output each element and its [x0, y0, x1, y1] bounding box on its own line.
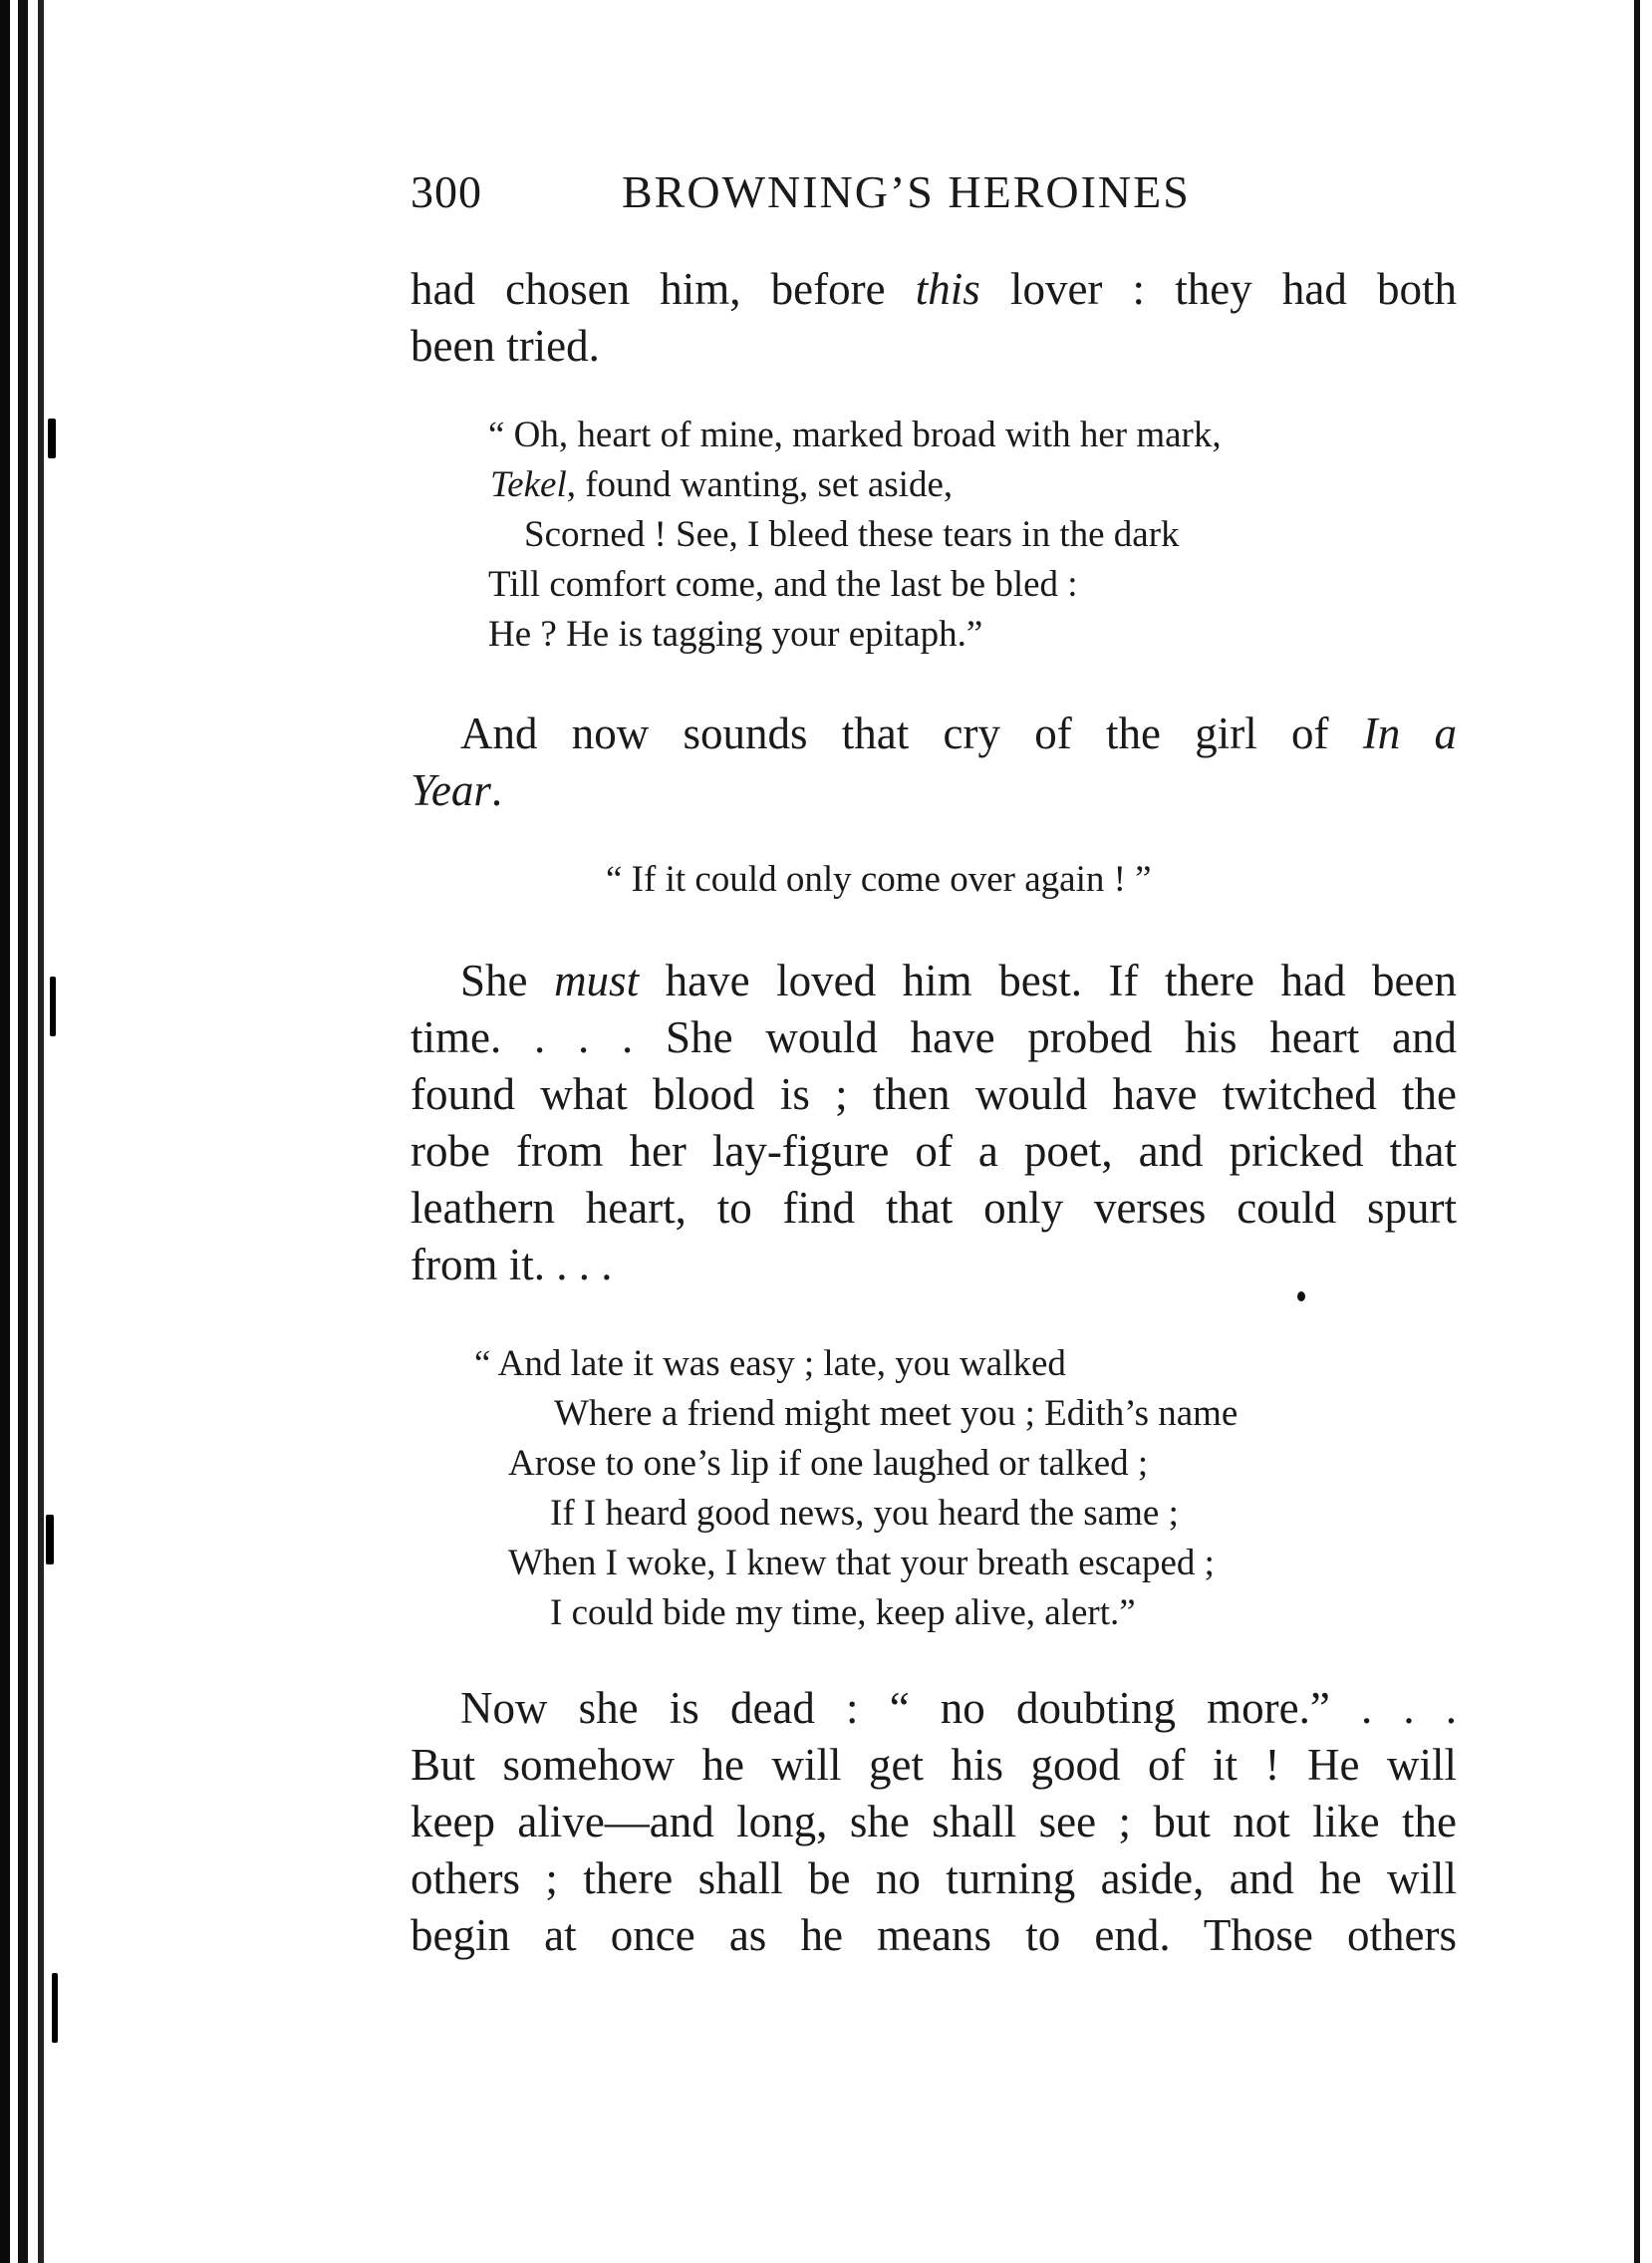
scan-speck	[50, 977, 56, 1036]
paragraph-3	[411, 953, 1457, 1293]
text-run: have loved him best. If there had been	[639, 956, 1457, 1005]
paragraph-line: leathern heart, to find that only verses could spurt	[411, 1183, 1457, 1233]
verse-line: Scorned ! See, I bleed these tears in the dark	[524, 514, 1180, 555]
italic-run: must	[554, 956, 640, 1005]
paragraph-line	[411, 261, 1457, 318]
ink-speck	[1297, 1291, 1305, 1301]
verse-line: Till comfort come, and the last be bled :	[488, 564, 1078, 605]
paragraph-line: robe from her lay-figure of a poet, and pricked that	[411, 1126, 1457, 1176]
text-run: .	[490, 765, 503, 815]
text-run: lover : they had both	[979, 264, 1457, 314]
italic-run: Year	[411, 765, 491, 815]
verse-line: “ If it could only come over again ! ”	[606, 859, 1152, 900]
verse-line: If I heard good news, you heard the same ;	[550, 1493, 1179, 1534]
verse-line: I could bide my time, keep alive, alert.”	[550, 1592, 1136, 1633]
scan-speck	[48, 419, 56, 458]
paragraph-2	[411, 706, 1457, 819]
verse-line: “ Oh, heart of mine, marked broad with her mark,	[488, 415, 1222, 455]
running-title: BROWNING’S HEROINES	[622, 166, 1191, 217]
paragraph-line: Now she is dead : “ no doubting more.” . . .	[460, 1683, 1457, 1733]
paragraph-line: begin at once as he means to end. Those others	[411, 1910, 1457, 1960]
page-number: 300	[411, 166, 482, 217]
verse-block-2	[474, 1339, 1238, 1638]
quote-line	[606, 855, 1152, 905]
scan-right-edge	[1634, 0, 1640, 2263]
text-run: And now sounds that cry of the girl of	[460, 708, 1363, 758]
text-run: had chosen him, before	[411, 264, 916, 314]
text-run: , found wanting, set aside,	[566, 464, 954, 505]
scan-speck	[52, 1973, 58, 2043]
paragraph-4	[411, 1680, 1457, 1964]
scan-binding-edge	[0, 0, 62, 2263]
paragraph-line: But somehow he will get his good of it ! He will	[411, 1740, 1457, 1790]
paragraph-line: been tried.	[411, 321, 600, 371]
italic-run: this	[915, 264, 980, 314]
verse-line	[490, 460, 1222, 510]
text-run: She	[460, 956, 555, 1005]
paragraph-line: others ; there shall be no turning aside, and he will	[411, 1853, 1457, 1903]
verse-line: “ And late it was easy ; late, you walked	[474, 1343, 1066, 1384]
verse-line: Arose to one’s lip if one laughed or talked ;	[508, 1443, 1149, 1484]
paragraph-line: time. . . . She would have probed his heart and	[411, 1012, 1457, 1062]
paragraph-1	[411, 261, 1457, 375]
verse-line: When I woke, I knew that your breath escaped ;	[508, 1543, 1215, 1583]
scan-speck	[46, 1515, 54, 1564]
paragraph-line	[411, 762, 1457, 819]
italic-run: In a	[1362, 708, 1457, 758]
paragraph-line: found what blood is ; then would have twitched the	[411, 1069, 1457, 1119]
paragraph-line	[411, 953, 1457, 1009]
paragraph-line: from it. . . .	[411, 1240, 613, 1289]
paragraph-line	[411, 706, 1457, 762]
paragraph-line: keep alive—and long, she shall see ; but not like the	[411, 1797, 1457, 1846]
verse-line: He ? He is tagging your epitaph.”	[488, 614, 983, 655]
verse-line: Where a friend might meet you ; Edith’s name	[554, 1393, 1239, 1434]
verse-block-1	[488, 411, 1222, 660]
italic-run: Tekel	[490, 464, 567, 505]
running-head	[411, 165, 1267, 225]
